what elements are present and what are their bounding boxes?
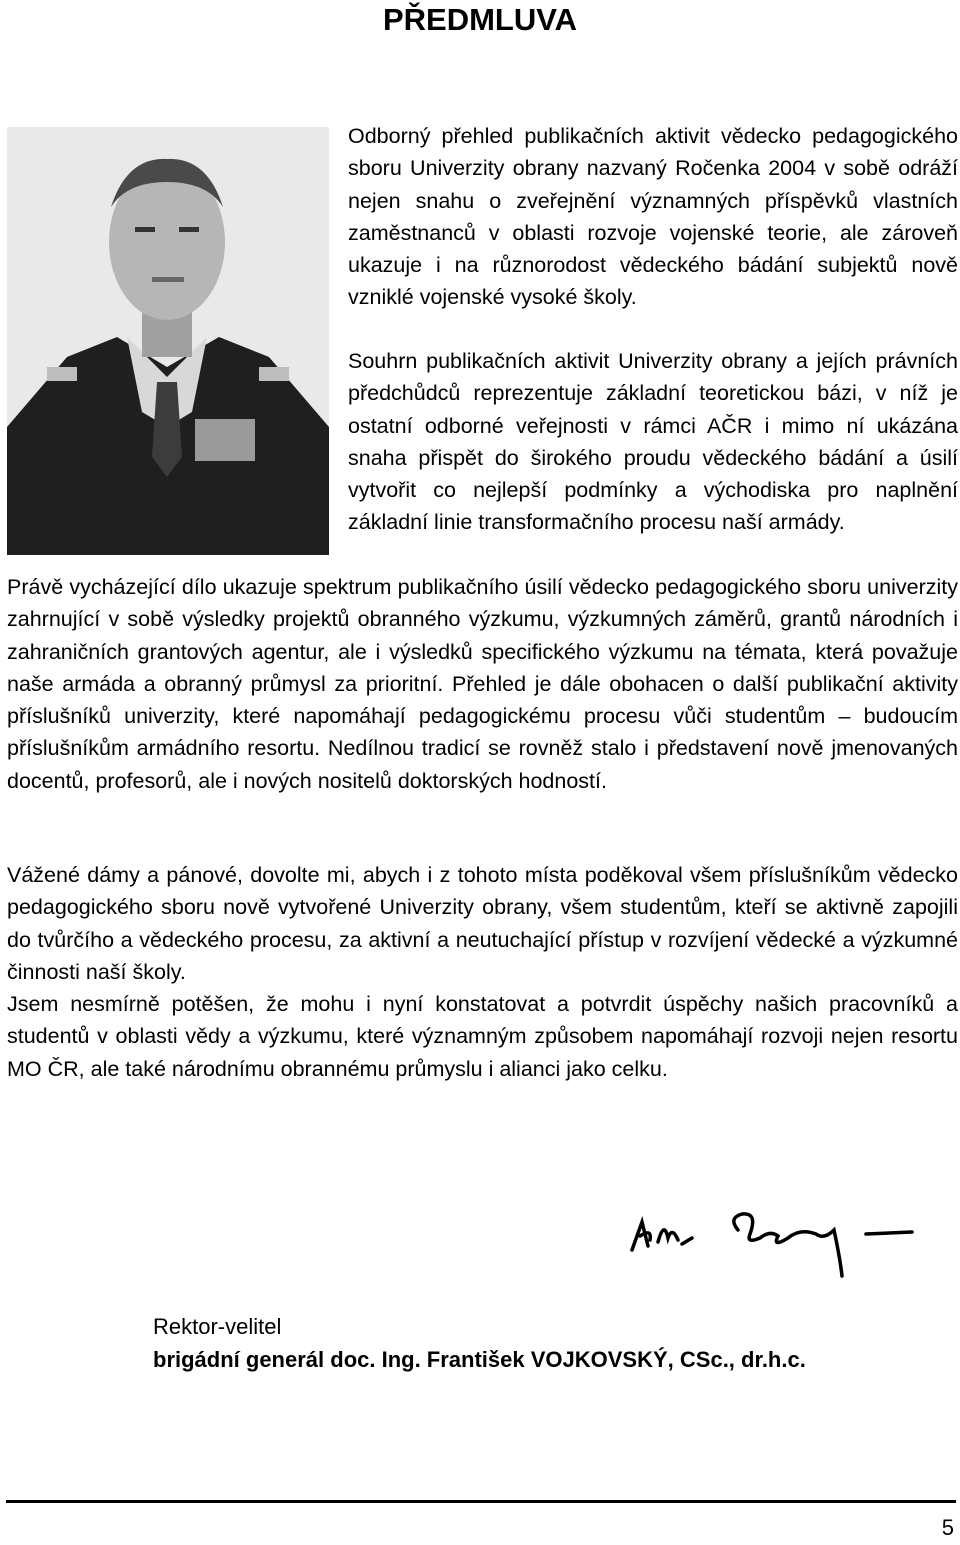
footer-divider xyxy=(6,1500,956,1503)
handwritten-signature-icon xyxy=(620,1200,920,1280)
signatory-name: brigádní generál doc. Ing. František VOJKOVSKÝ, CSc., dr.h.c. xyxy=(153,1347,806,1372)
intro-paragraph-1: Odborný přehled publikačních aktivit vědecko pedagogického sboru Univerzity obrany nazvaný Ročenka 2004 v sobě odráží nejen snahu o zveřejnění významných příspěvků vlastních zaměstnanců v oblasti rozvoje vojenské teorie, ale zároveň ukazuje i na různorodost vědeckého bádání subjektů nově vzniklé vojenské vysoké školy. xyxy=(348,124,958,310)
page-number: 5 xyxy=(941,1515,954,1540)
intro-paragraph-2: Souhrn publikačních aktivit Univerzity obrany a jejích právních předchůdců reprezentuje základní teoretickou bázi, v níž je ostatní odborné veřejnosti v rámci AČR i mimo ní ukázána snaha přispět do širokého proudu vědeckého bádání a úsilí vytvořit co nejlepší podmínky a východiska pro naplnění základní linie transformačního procesu naší armády. xyxy=(348,349,958,535)
page-title: PŘEDMLUVA xyxy=(382,2,578,37)
body-paragraph-4: Vážené dámy a pánové, dovolte mi, abych i z tohoto místa poděkoval všem příslušníkům vědecko pedagogického sboru nově vytvořené Univerzity obrany, všem studentům, kteří se aktivně zapojili do tvůrčího a vědeckého procesu, za aktivní a neutuchající přístup v rozvíjení vědecké a výzkumné činnosti naší školy. xyxy=(7,863,958,984)
signatory-role: Rektor-velitel xyxy=(153,1314,282,1339)
body-paragraph-3: Právě vycházející dílo ukazuje spektrum publikačního úsilí vědecko pedagogického sboru univerzity zahrnující v sobě výsledky projektů obranného výzkumu, výzkumných záměrů, grantů národních i zahraničních grantových agentur, ale i výsledků specifického výzkumu na témata, která považuje naše armáda a obranný průmysl za prioritní. Přehled je dále obohacen o další publikační aktivity příslušníků univerzity, které napomáhají pedagogickému procesu vůči studentům – budoucím příslušníkům armádního resortu. Nedílnou tradicí se rovněž stalo i představení nově jmenovaných docentů, profesorů, ale i nových nositelů doktorských hodností. xyxy=(7,575,958,793)
body-paragraph-5: Jsem nesmírně potěšen, že mohu i nyní konstatovat a potvrdit úspěchy našich pracovníků a studentů v oblasti vědy a výzkumu, které významným způsobem napomáhají rozvoji nejen resortu MO ČR, ale také národnímu obrannému průmyslu i alianci jako celku. xyxy=(7,992,958,1081)
portrait-photo xyxy=(7,127,329,555)
